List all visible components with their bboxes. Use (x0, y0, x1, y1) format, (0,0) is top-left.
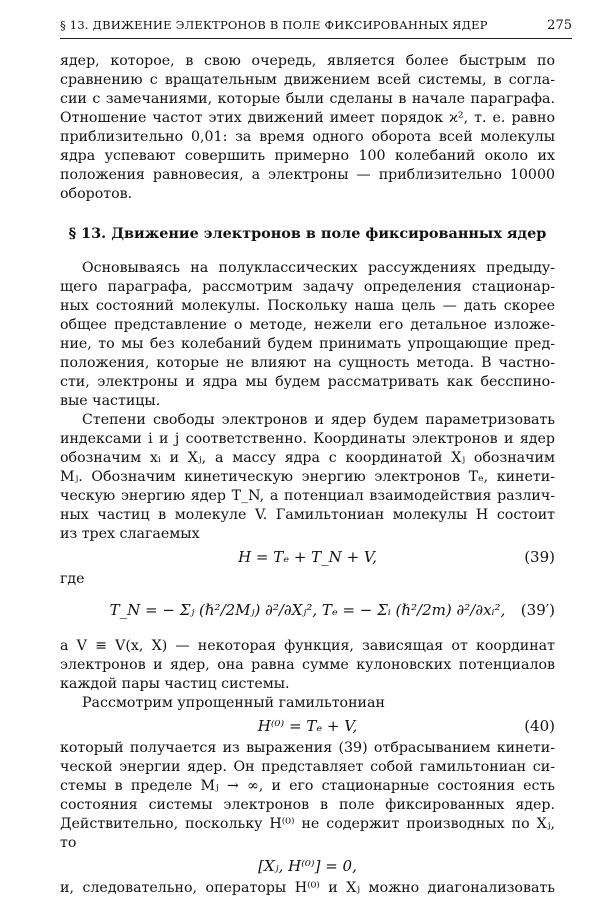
text-line: общее представление о методе, нежели его детальное изложе- (60, 317, 555, 333)
equation-39-prime (60, 589, 555, 637)
running-header (60, 18, 572, 39)
paragraph-intro (60, 259, 555, 411)
text-line: Степени свободы электронов и ядер будем параметризовать (82, 412, 555, 428)
text-line: то (60, 835, 77, 851)
text-line: и, следовательно, операторы H⁽⁰⁾ и Xⱼ можно диагонализовать (60, 880, 555, 896)
page-number: 275 (547, 18, 572, 33)
text-line: где (60, 571, 85, 587)
text-line: щего параграфа, рассмотрим задачу определения стационар- (60, 279, 555, 295)
equation-commutator (60, 853, 555, 879)
paragraph-notation (60, 411, 555, 544)
text-line: сии с замечаниями, которые были сделаны в начале параграфа. (60, 91, 555, 107)
equation-number: (40) (524, 717, 555, 735)
text-line: электронов и ядер, она равна сумме кулоновских потенциалов (60, 657, 555, 673)
text-line: Действительно, поскольку H⁽⁰⁾ не содержит производных по Xⱼ, (60, 816, 555, 832)
text-line: ние, то мы без колебаний будем принимать упрощающие пред- (60, 336, 555, 352)
text-line: Отношение частот этих движений имеет порядок ϰ², т. е. равно (60, 110, 555, 126)
page-body (60, 52, 555, 898)
text-line: индексами i и j соответственно. Координаты электронов и ядер (60, 431, 555, 447)
equation-39 (60, 544, 555, 570)
paragraph-potential (60, 637, 555, 694)
text-line: вые частицы. (60, 393, 161, 409)
text-line: каждой пары частиц системы. (60, 676, 290, 692)
text-line: обозначим xᵢ и Xⱼ, а массу ядра с координатой Xⱼ обозначим (60, 450, 555, 466)
text-line: приблизительно 0,01: за время одного оборота всей молекулы (60, 129, 555, 145)
text-line: из трех слагаемых (60, 526, 200, 542)
text-line: ядра успевают совершить примерно 100 колебаний около их (60, 148, 555, 164)
equation-expression: H⁽⁰⁾ = Tₑ + V, (257, 717, 358, 735)
text-line: который получается из выражения (39) отбрасыванием кинети- (60, 740, 555, 756)
text-line: ческой энергии ядер. Он представляет собой гамильтониан си- (60, 759, 555, 775)
text-line: сравнению с вращательным движением всей системы, в согла- (60, 72, 555, 88)
section-heading: § 13. Движение электронов в поле фиксированных ядер (68, 225, 547, 242)
paragraph-continuation (60, 52, 555, 204)
text-line: ных частиц в молекуле V. Гамильтониан молекулы H состоит (60, 507, 555, 523)
text-line: ных состояний молекулы. Поскольку наша цель — дать скорее (60, 298, 555, 314)
text-line: положения равновесия, а электроны — приблизительно 10000 (60, 167, 555, 183)
equation-expression: T_N = − Σⱼ (ℏ²/2Mⱼ) ∂²/∂Xⱼ², Tₑ = − Σᵢ (ℏ²/2m) ∂²/∂xᵢ², (109, 601, 506, 619)
text-line: Рассмотрим упрощенный гамильтониан (82, 695, 385, 711)
paragraph-simplified (60, 739, 555, 853)
text-line: сти, электроны и ядра мы будем рассматривать как бесспино- (60, 374, 555, 390)
equation-40 (60, 713, 555, 739)
text-line: ческую энергию ядер T_N, а потенциал взаимодействия различ- (60, 488, 555, 504)
equation-number: (39) (524, 548, 555, 566)
text-line: Основываясь на полуклассических рассуждениях предыду- (82, 260, 555, 276)
equation-number: (39′) (520, 601, 555, 619)
text-line: состояния системы электронов в поле фиксированных ядер. (60, 797, 555, 813)
text-line: положения, которые не влияют на сущность метода. В частно- (60, 355, 555, 371)
running-header-title: § 13. ДВИЖЕНИЕ ЭЛЕКТРОНОВ В ПОЛЕ ФИКСИРОВАННЫХ ЯДЕР (60, 18, 488, 32)
text-line: оборотов. (60, 186, 133, 202)
equation-expression: [Xⱼ, H⁽⁰⁾] = 0, (258, 857, 357, 875)
text-line: ядер, которое, в свою очередь, является более быстрым по (60, 53, 555, 69)
text-line: стемы в пределе Mⱼ → ∞, и его стационарные состояния есть (60, 778, 555, 794)
equation-expression: H = Tₑ + T_N + V, (238, 548, 377, 566)
text-line: Mⱼ. Обозначим кинетическую энергию электронов Tₑ, кинети- (60, 469, 555, 485)
text-line: а V ≡ V(x, X) — некоторая функция, зависящая от координат (60, 638, 555, 654)
